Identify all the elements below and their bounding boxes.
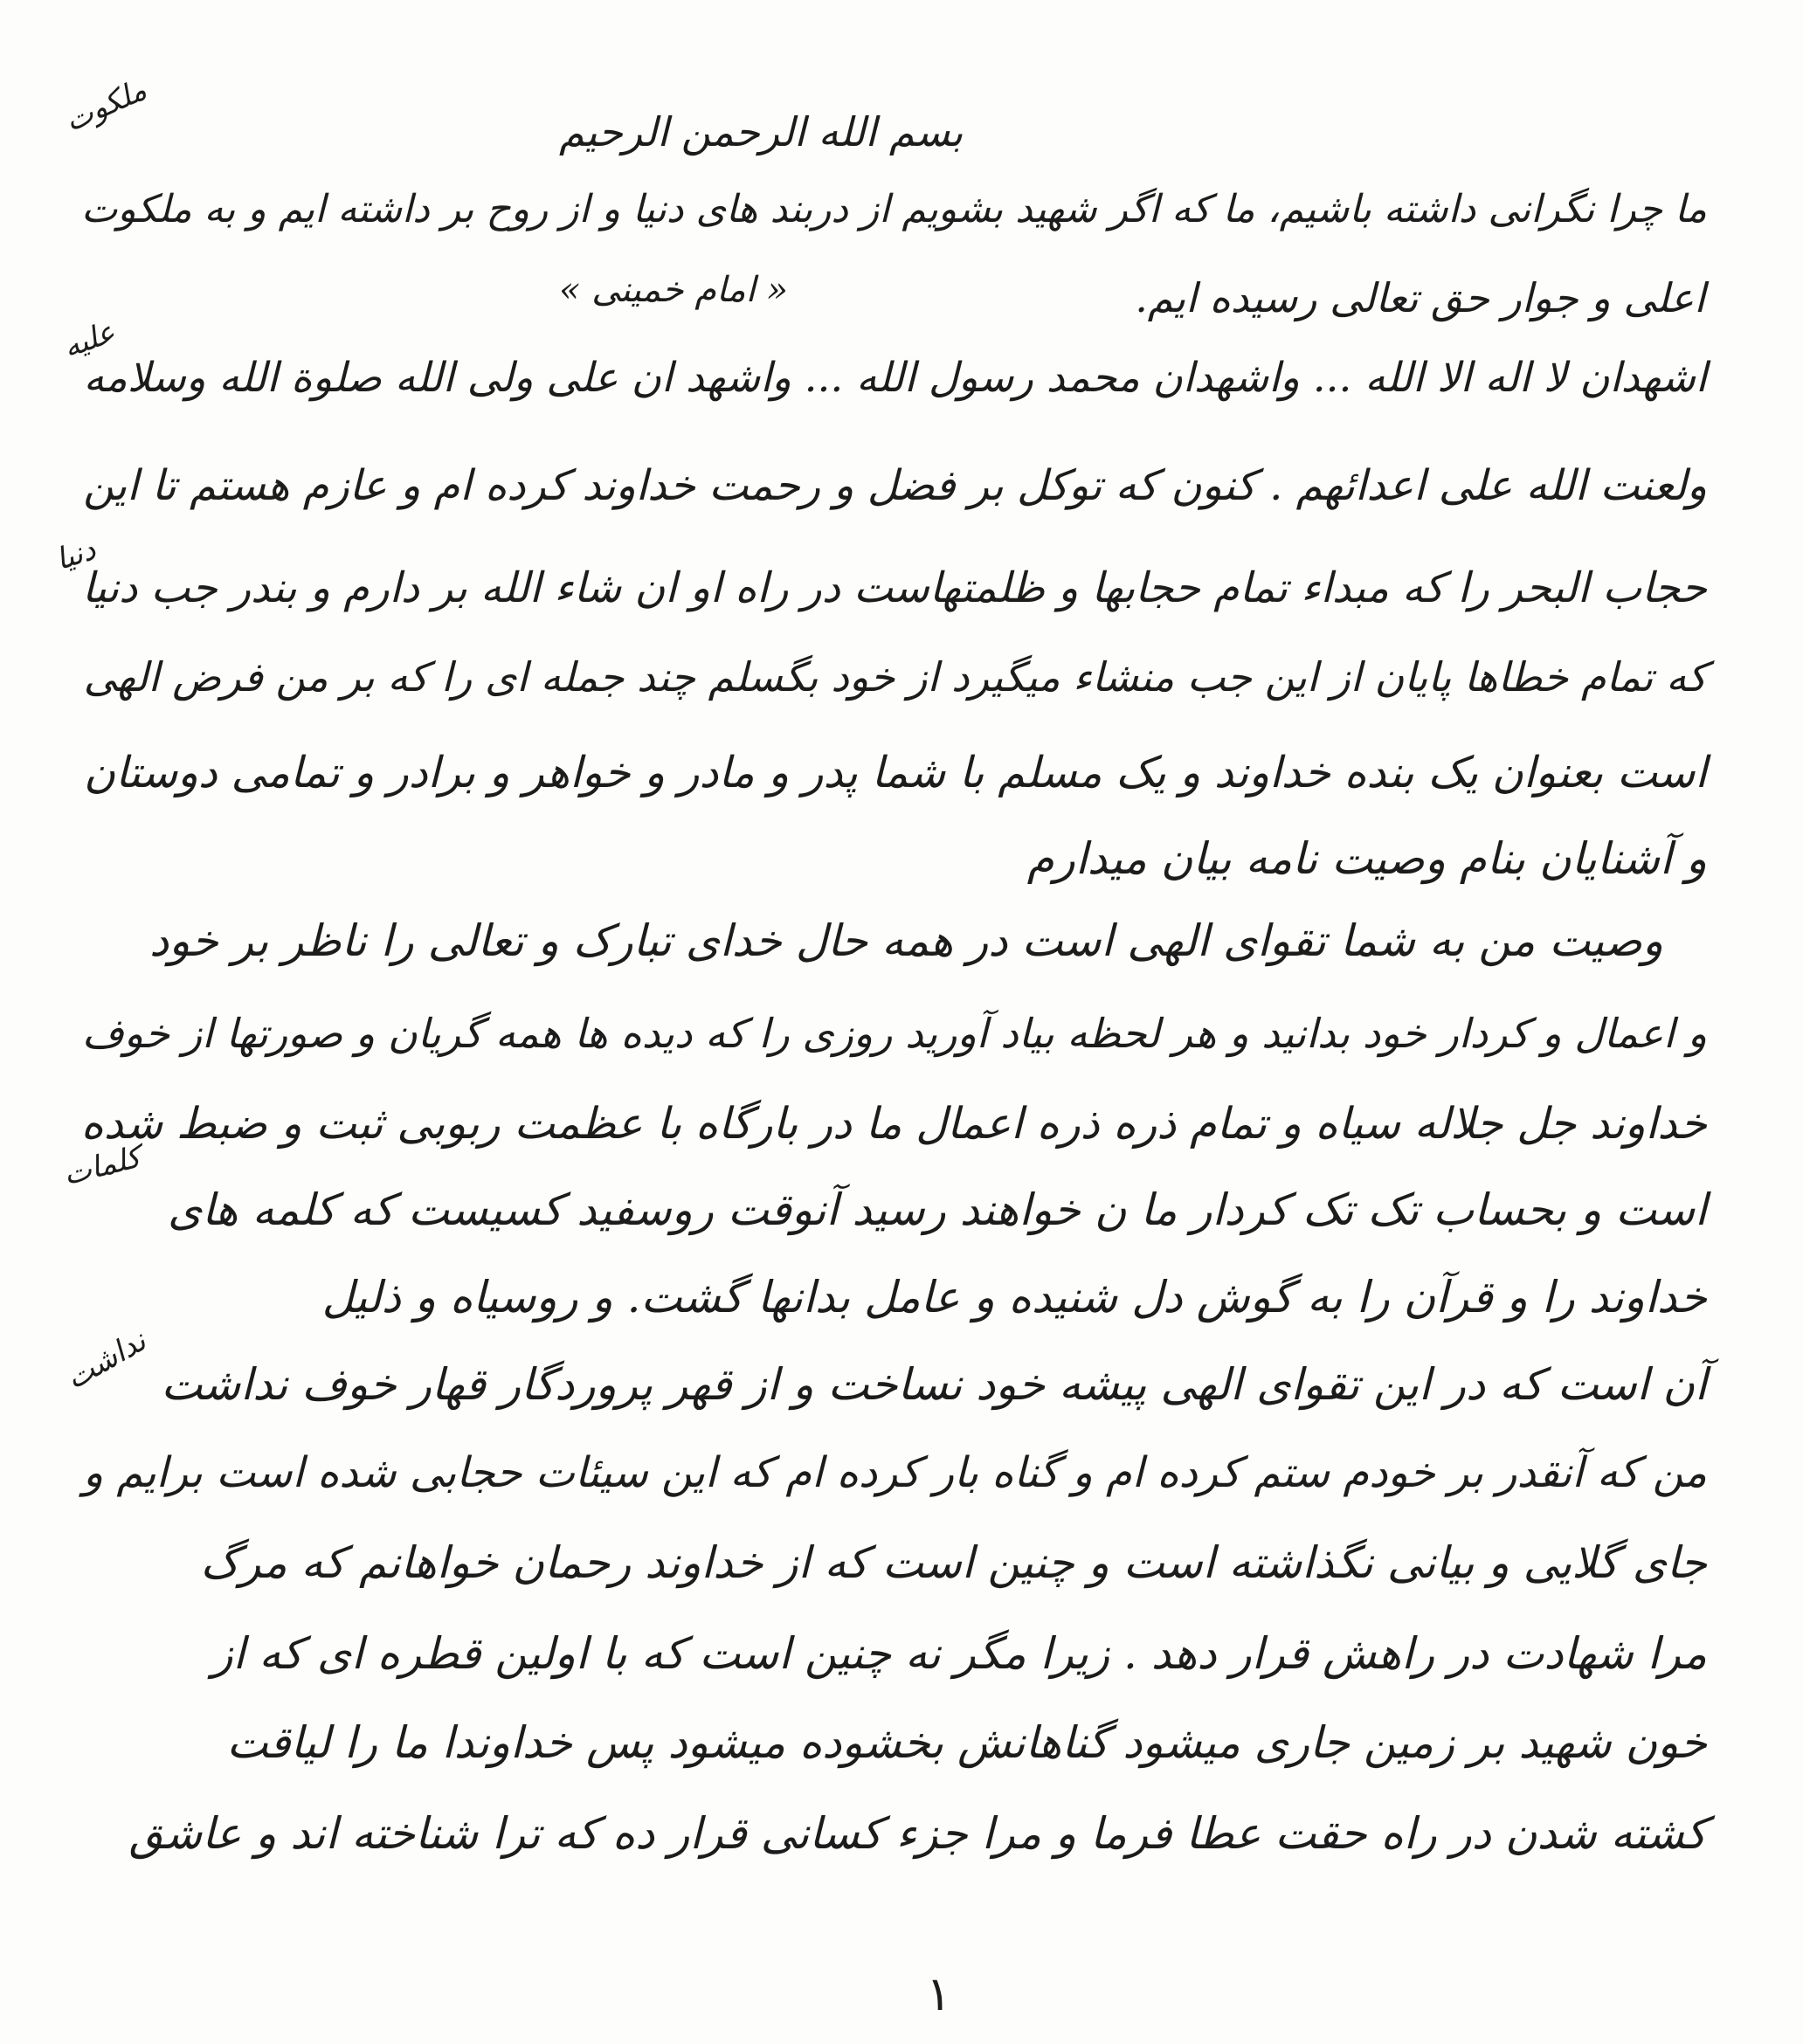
body-line: مرا شهادت در راهش قرار دهد . زیرا مگر نه چنین است که با اولین قطره ای که از [211,1628,1707,1679]
body-line: جای گلایی و بیانی نگذاشته است و چنین است که از خداوند رحمان خواهانم که مرگ [200,1537,1707,1588]
body-line: ولعنت الله علی اعدائهم . کنون که توکل بر فضل و رحمت خداوند کرده ام و عازم هستم تا این [83,461,1707,510]
body-line: خداوند جل جلاله سیاه و تمام ذره ذره اعمال ما در بارگاه با عظمت ربوبی ثبت و ضبط شده [80,1098,1707,1149]
margin-note-alayh: علیه [58,314,121,366]
margin-note-kalimat: کلمات [59,1139,144,1193]
margin-note-dunya: دنیا [51,531,100,578]
body-line: است بعنوان یک بنده خداوند و یک مسلم با شما پدر و مادر و خواهر و برادر و تمامی دوستان [84,747,1707,798]
opening-quote-line-2: اعلی و جوار حق تعالی رسیده ایم. [1135,274,1705,321]
body-line: خداوند را و قرآن را به گوش دل شنیده و عامل بدانها گشت. و روسیاه و ذلیل [321,1272,1707,1322]
body-line: کشته شدن در راه حقت عطا فرما و مرا جزء کسانی قرار ده که ترا شناخته اند و عاشق [128,1808,1707,1859]
quote-attribution: « امام خمینی » [559,270,788,310]
body-line: من که آنقدر بر خودم ستم کرده ام و گناه بار کرده ام که این سیئات حجابی شده است برایم و [82,1448,1707,1497]
page-number: ١ [926,1966,952,2021]
body-line: که تمام خطاها پایان از این جب منشاء میگیرد از خود بگسلم چند جمله ای را که بر من فرض الهی [83,653,1707,701]
body-line: و آشنایان بنام وصیت نامه بیان میدارم [1026,833,1707,884]
body-line: و اعمال و کردار خود بدانید و هر لحظه بیاد آورید روزی را که دیده ها همه گریان و صورتها از خوف [81,1010,1707,1057]
opening-quote-line-1: ما چرا نگرانی داشته باشیم، ما که اگر شهید بشویم از دربند های دنیا و از روح بر داشته ایم و به ملکوت [80,187,1707,231]
body-line: آن است که در این تقوای الهی پیشه خود نساخت و از قهر پروردگار قهار خوف نداشت [161,1359,1707,1410]
body-line: وصیت من به شما تقوای الهی است در همه حال خدای تبارک و تعالی را ناظر بر خود [149,915,1663,966]
margin-note-nadasht: نداشت [59,1323,153,1397]
body-line: حجاب البحر را که مبداء تمام حجابها و ظلمتهاست در راه او ان شاء الله بر دارم و بندر جب دنیا [81,564,1707,612]
body-line: اشهدان لا اله الا الله ... واشهدان محمد رسول الله ... واشهد ان علی ولی الله صلوة الله وسلامه [83,355,1707,402]
body-line: خون شهید بر زمین جاری میشود گناهانش بخشوده میشود پس خداوندا ما را لیاقت [226,1717,1707,1768]
document-heading: بسم الله الرحمن الرحیم [559,108,964,155]
body-line: است و بحساب تک تک کردار ما ن خواهند رسید آنوقت روسفید کسیست که کلمه های [167,1184,1707,1235]
margin-note-malakut: ملکوت [59,72,152,140]
